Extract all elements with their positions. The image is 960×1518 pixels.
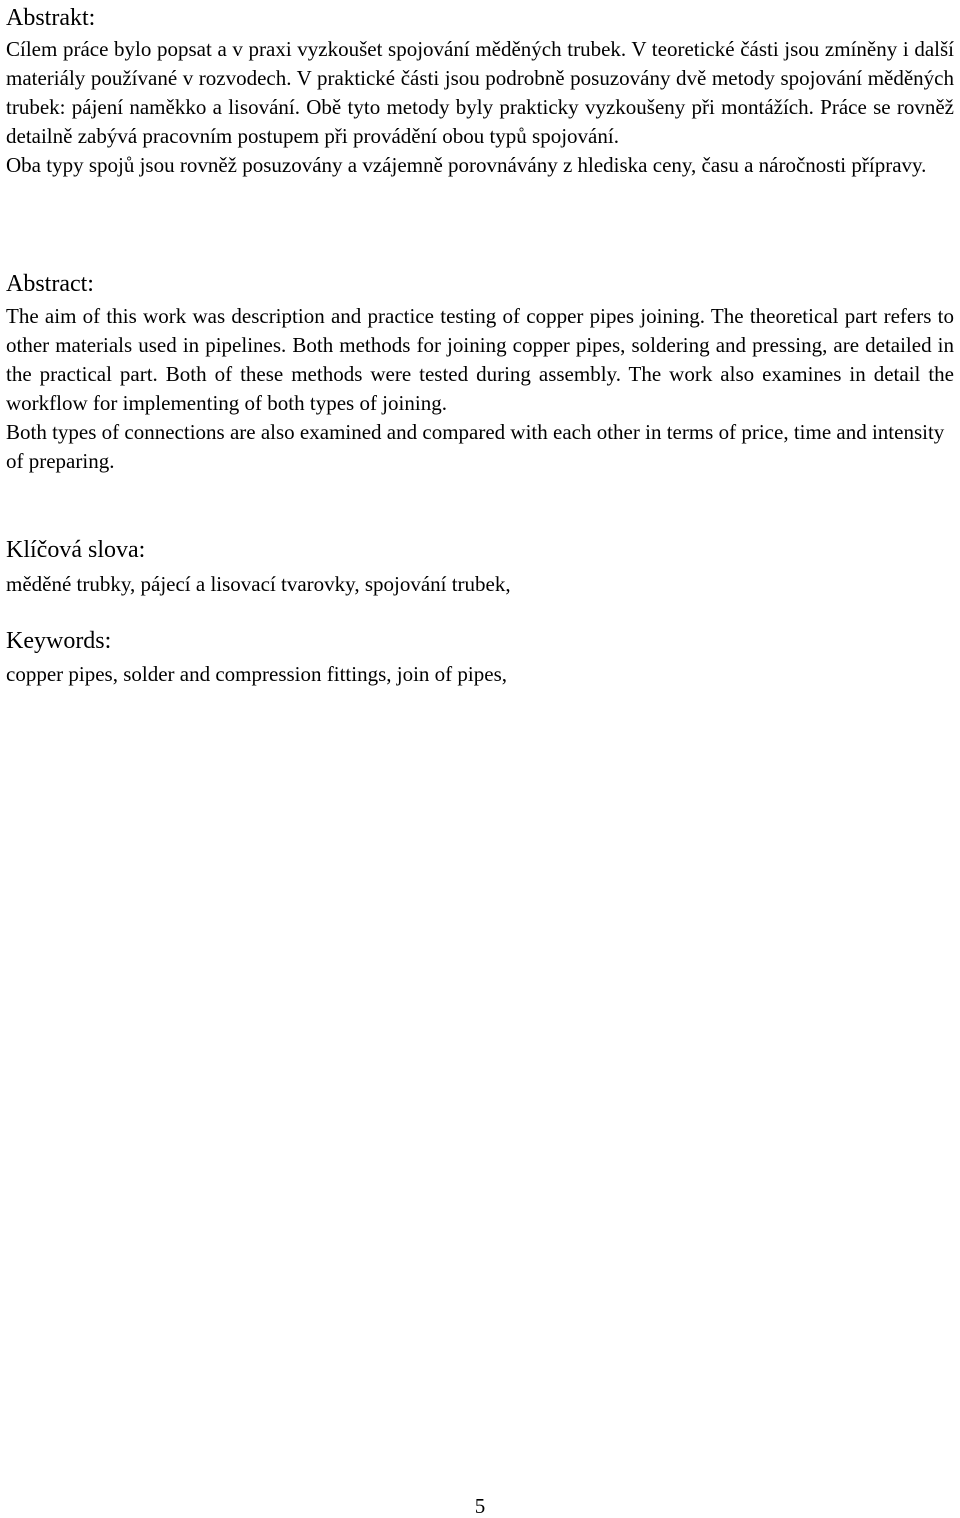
page-number: 5	[474, 1494, 486, 1518]
abstract-paragraph-1: The aim of this work was description and practice testing of copper pipes joining. The theoretical part refers to other materials used in pipelines. Both methods for joining copper pipes, soldering and pressing, are detailed in the practical part. Both of these methods were tested during assembly. The work also examines in detail the workflow for implementing of both types of joining.	[6, 304, 954, 415]
klicova-slova-heading: Klíčová slova:	[6, 537, 146, 563]
abstract-section	[6, 270, 954, 476]
keywords-section	[6, 627, 954, 689]
abstrakt-section	[6, 4, 954, 180]
abstract-heading: Abstract:	[6, 271, 94, 297]
abstrakt-paragraph-1: Cílem práce bylo popsat a v praxi vyzkoušet spojování měděných trubek. V teoretické části jsou zmíněny i další materiály používané v rozvodech. V praktické části jsou podrobně posuzovány dvě metody spojování měděných trubek: pájení naměkko a lisování. Obě tyto metody byly prakticky vyzkoušeny při montážích. Práce se rovněž detailně zabývá pracovním postupem při provádění obou typů spojování.	[6, 37, 954, 148]
abstract-paragraph-2: Both types of connections are also examined and compared with each other in terms of price, time and intensity of preparing.	[6, 420, 945, 473]
keywords-heading: Keywords:	[6, 628, 112, 654]
keywords-text: copper pipes, solder and compression fittings, join of pipes,	[6, 662, 507, 686]
klicova-slova-text: měděné trubky, pájecí a lisovací tvarovky, spojování trubek,	[6, 572, 511, 596]
klicova-slova-section	[6, 536, 954, 599]
abstrakt-paragraph-2: Oba typy spojů jsou rovněž posuzovány a vzájemně porovnávány z hlediska ceny, času a náročnosti přípravy.	[6, 153, 927, 177]
abstrakt-heading: Abstrakt:	[6, 5, 96, 31]
